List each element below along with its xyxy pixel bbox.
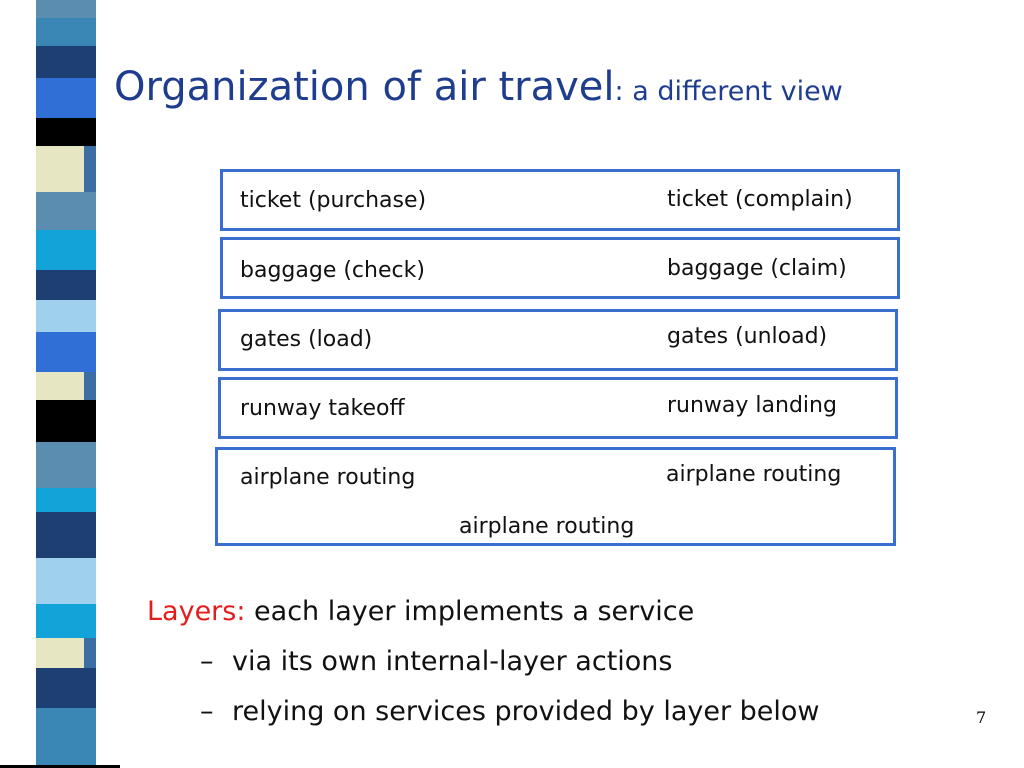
slide-title-main: Organization of air travel	[114, 64, 615, 110]
sub-bullet	[200, 696, 820, 727]
slide-title-sub: : a different view	[614, 76, 843, 107]
layer-left-label: runway takeoff	[240, 396, 405, 421]
layer-box-airplane-routing	[215, 447, 896, 546]
page-number: 7	[976, 708, 987, 727]
dash-marker: –	[200, 696, 214, 727]
layer-right-label: ticket (complain)	[667, 187, 853, 212]
layer-left-label: baggage (check)	[240, 258, 425, 283]
sub-bullet	[200, 646, 672, 677]
sub-bullet-text: relying on services provided by layer below	[232, 696, 820, 727]
layer-right-label: gates (unload)	[667, 324, 828, 349]
bullet-main-text: each layer implements a service	[245, 596, 695, 627]
slide-title	[114, 64, 843, 110]
layer-box-runway	[218, 377, 898, 439]
layer-right-label: runway landing	[667, 393, 837, 418]
layer-left-label: ticket (purchase)	[240, 188, 427, 213]
layer-box-gates	[218, 309, 898, 371]
layer-box-ticket	[220, 169, 900, 231]
layers-label: Layers:	[147, 596, 246, 627]
layer-left-label: airplane routing	[240, 465, 416, 490]
layer-bottom-label: airplane routing	[459, 514, 635, 539]
layer-box-baggage	[220, 237, 900, 299]
sub-bullet-text: via its own internal-layer actions	[232, 646, 673, 677]
bullet-main	[147, 596, 694, 627]
layer-left-label: gates (load)	[240, 327, 373, 352]
layer-right-label: airplane routing	[666, 462, 842, 487]
decorative-stripe-bar	[36, 0, 96, 768]
dash-marker: –	[200, 646, 214, 677]
layer-right-label: baggage (claim)	[667, 256, 847, 281]
